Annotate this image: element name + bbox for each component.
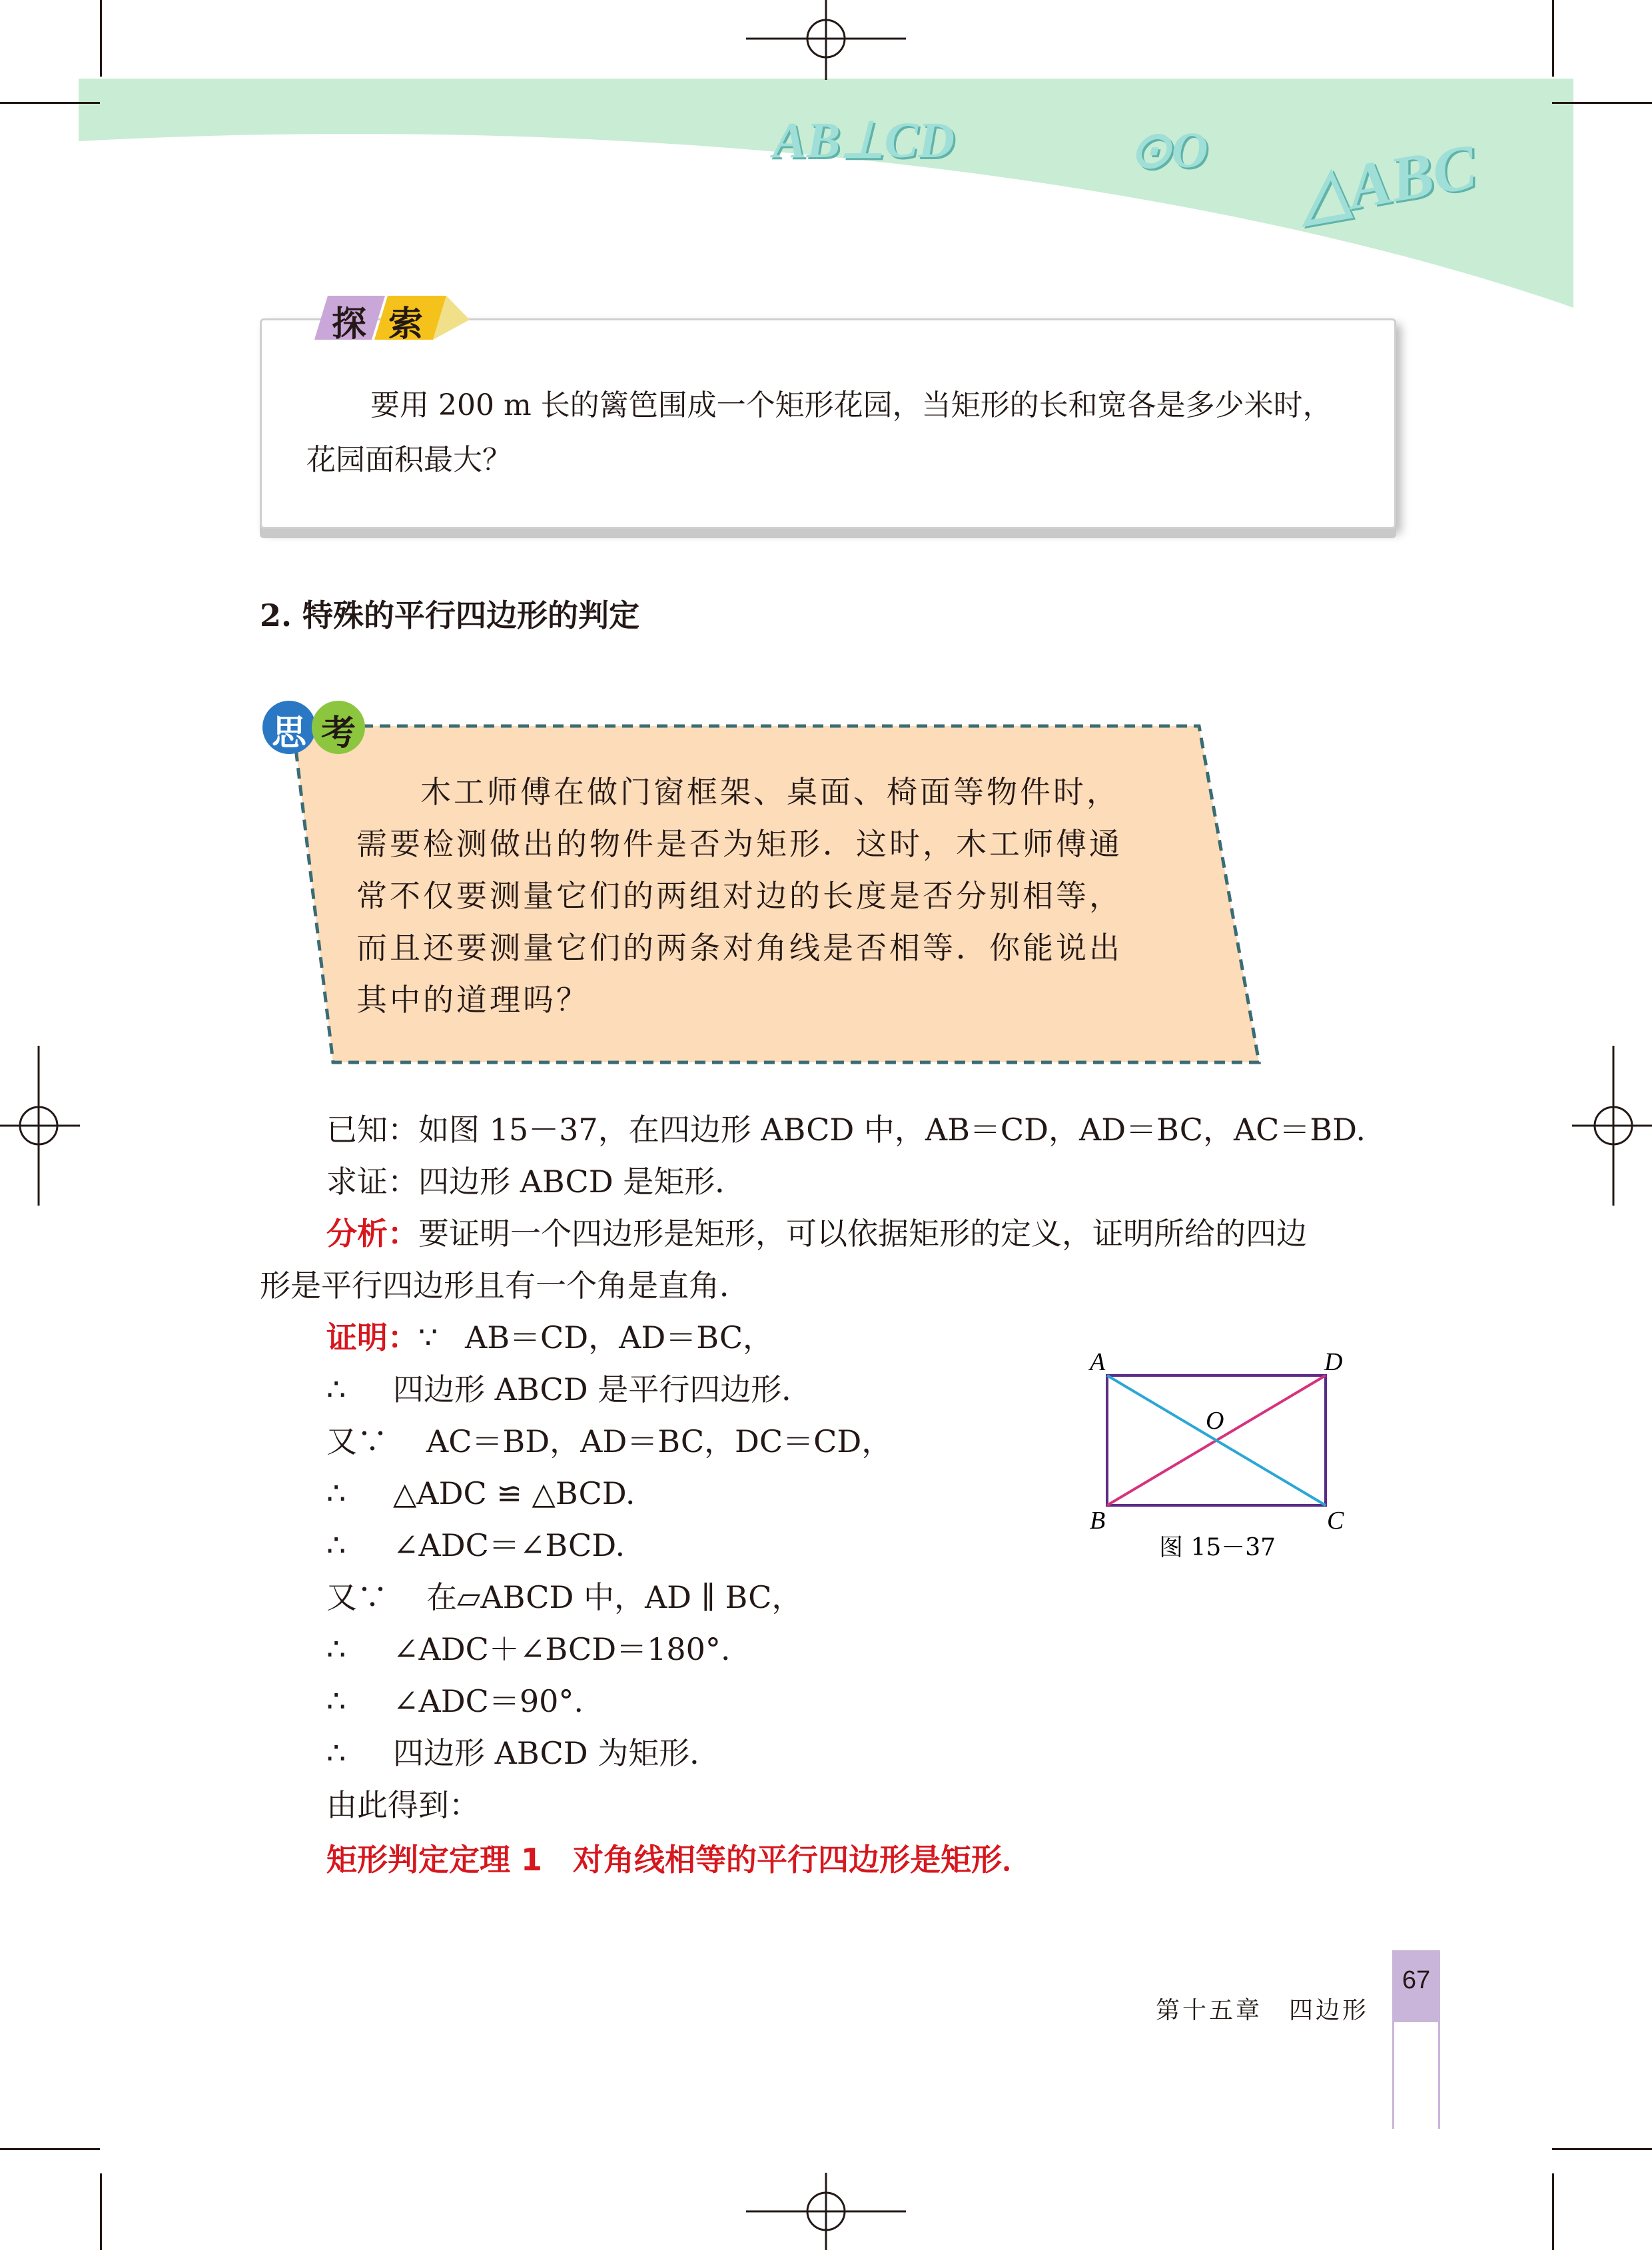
think-line-5: 其中的道理吗？ xyxy=(356,982,590,1018)
think-line-4: 而且还要测量它们的两条对角线是否相等．你能说出 xyxy=(356,930,1122,966)
figure-15-37 xyxy=(1079,1335,1359,1562)
proof-step-9-text: 四边形 ABCD 为矩形． xyxy=(393,1735,721,1771)
proof-step-6-sym: 又∵ xyxy=(326,1579,388,1615)
proof-step-4 xyxy=(326,1475,635,1512)
page-tab-strip xyxy=(1392,2022,1440,2129)
header-symbol-triangle: △ABC xyxy=(1294,130,1481,232)
proof-step-8-sym: ∴ xyxy=(326,1683,346,1719)
analysis-line-1 xyxy=(326,1215,1307,1252)
header-symbol-perpendicular: AB⊥CD xyxy=(773,113,955,169)
think-line-2: 需要检测做出的物件是否为矩形．这时，木工师傅通 xyxy=(356,826,1122,862)
theorem: 矩形判定定理 1 对角线相等的平行四边形是矩形． xyxy=(326,1842,1033,1878)
label-b: B xyxy=(1090,1507,1106,1535)
think-tag-char-2: 考 xyxy=(321,713,356,753)
proof-step-2 xyxy=(326,1371,812,1408)
analysis-text-1: 要证明一个四边形是矩形，可以依据矩形的定义，证明所给的四边 xyxy=(418,1216,1307,1252)
explore-tag-char-2: 索 xyxy=(388,304,424,344)
proof-step-4-sym: ∴ xyxy=(326,1475,346,1511)
proof-step-6 xyxy=(326,1579,802,1616)
proof-step-5-sym: ∴ xyxy=(326,1527,346,1563)
proof-step-7-sym: ∴ xyxy=(326,1631,346,1667)
proof-step-5 xyxy=(326,1527,625,1564)
label-d: D xyxy=(1324,1348,1343,1376)
proof-step-1-text: AB＝CD，AD＝BC， xyxy=(465,1319,774,1355)
proof-step-5-text: ∠ADC＝∠BCD. xyxy=(393,1527,625,1563)
proof-label: 证明： xyxy=(326,1319,418,1355)
proof-step-1 xyxy=(326,1319,773,1356)
think-line-3: 常不仅要测量它们的两组对边的长度是否分别相等， xyxy=(356,878,1122,914)
header-symbol-circle: ⊙O xyxy=(1129,123,1208,179)
proof-step-9-sym: ∴ xyxy=(326,1735,346,1771)
page-number: 67 xyxy=(1392,1950,1440,2022)
explore-tag-char-1: 探 xyxy=(332,304,367,344)
proof-step-7 xyxy=(326,1631,731,1668)
analysis-label: 分析： xyxy=(326,1216,418,1252)
proof-step-1-sym: ∵ xyxy=(418,1319,438,1355)
proof-step-8 xyxy=(326,1683,584,1720)
explore-text: 要用 200 m 长的篱笆围成一个矩形花园，当矩形的长和宽各是多少米时，花园面积最大？ xyxy=(306,388,1332,477)
proof-step-7-text: ∠ADC＋∠BCD＝180°. xyxy=(393,1631,731,1667)
proof-step-9 xyxy=(326,1734,720,1772)
proof-step-2-sym: ∴ xyxy=(326,1371,346,1407)
figure-caption: 图 15－37 xyxy=(1159,1534,1276,1561)
label-c: C xyxy=(1327,1507,1344,1535)
think-line-1: 木工师傅在做门窗框架、桌面、椅面等物件时， xyxy=(420,774,1120,810)
label-o: O xyxy=(1206,1407,1224,1435)
proof-step-6-text: 在▱ABCD 中，AD ∥ BC， xyxy=(426,1579,803,1615)
proof-step-2-text: 四边形 ABCD 是平行四边形． xyxy=(393,1371,813,1407)
think-tag-char-1: 思 xyxy=(272,713,307,753)
section-heading: 2. 特殊的平行四边形的判定 xyxy=(260,597,640,633)
think-text xyxy=(356,766,1256,1026)
proof-step-4-text: △ADC ≌ △BCD. xyxy=(393,1475,635,1511)
conclusion-intro: 由此得到： xyxy=(326,1787,480,1823)
analysis-line-2: 形是平行四边形且有一个角是直角． xyxy=(260,1268,750,1304)
chapter-footer: 第十五章 四边形 xyxy=(1156,1997,1370,2024)
prove-line: 求证：四边形 ABCD 是矩形． xyxy=(326,1164,746,1200)
proof-step-3-sym: 又∵ xyxy=(326,1423,388,1459)
given-line: 已知：如图 15－37，在四边形 ABCD 中，AB＝CD，AD＝BC，AC＝BD. xyxy=(326,1112,1366,1148)
proof-step-3 xyxy=(326,1423,892,1460)
proof-step-3-text: AC＝BD，AD＝BC，DC＝CD， xyxy=(426,1423,893,1459)
proof-step-8-text: ∠ADC＝90°. xyxy=(393,1683,584,1719)
label-a: A xyxy=(1090,1348,1106,1376)
